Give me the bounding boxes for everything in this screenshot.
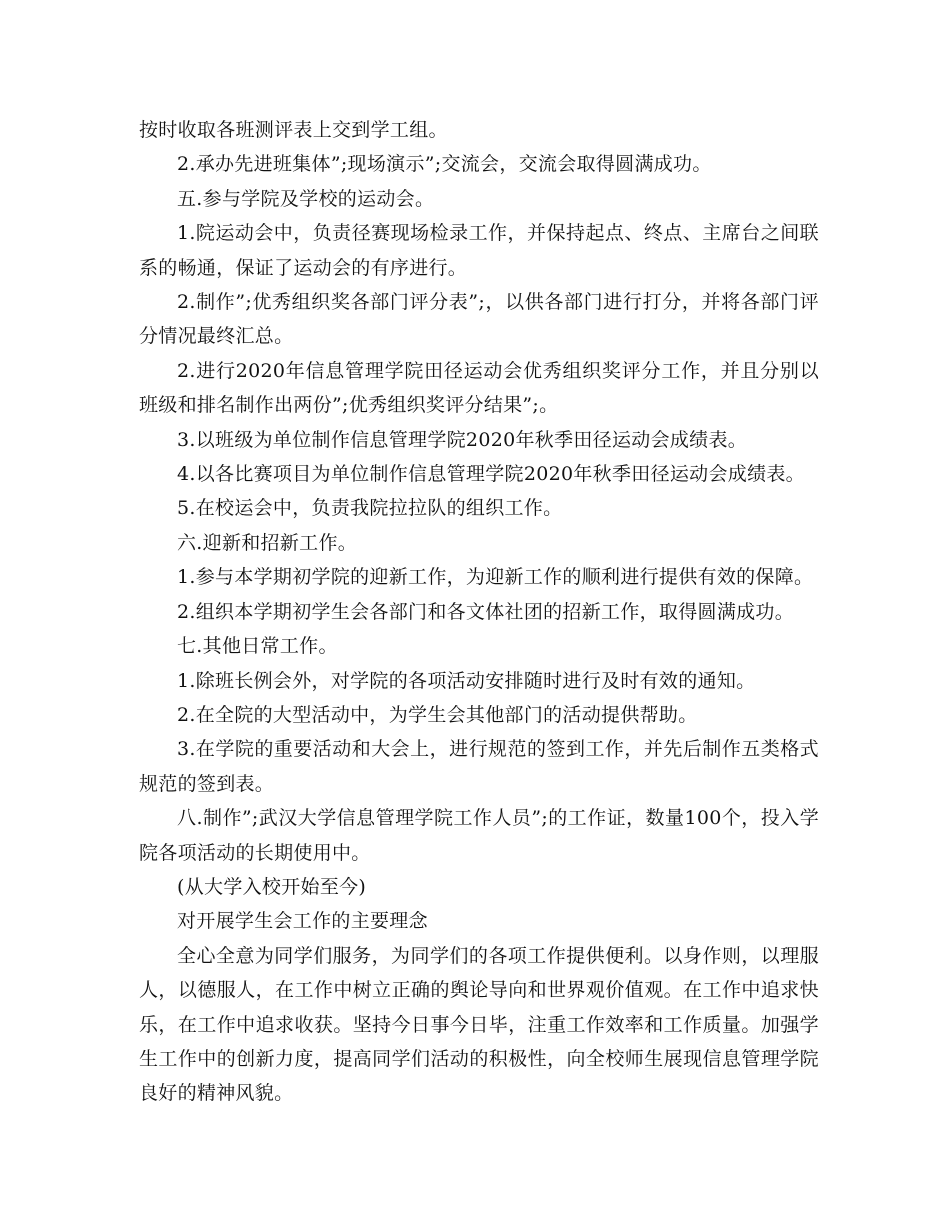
paragraph: 5.在校运会中，负责我院拉拉队的组织工作。 [177, 497, 563, 520]
section-heading: 六.迎新和招新工作。 [177, 531, 358, 554]
paragraph: 1.院运动会中，负责径赛现场检录工作，并保持起点、终点、主席台之间联系的畅通，保证了运动会的有序进行。 [139, 222, 819, 279]
paragraph: 八.制作”;武汉大学信息管理学院工作人员”;的工作证，数量100个，投入学院各项活动的长期使用中。 [139, 807, 819, 864]
paragraph: 2.在全院的大型活动中，为学生会其他部门的活动提供帮助。 [177, 703, 698, 726]
section-heading: 七.其他日常工作。 [177, 635, 338, 658]
paragraph: 3.以班级为单位制作信息管理学院2020年秋季田径运动会成绩表。 [177, 428, 748, 451]
paragraph: 全心全意为同学们服务，为同学们的各项工作提供便利。以身作则，以理服人，以德服人，在工作中树立正确的舆论导向和世界观价值观。在工作中追求快乐，在工作中追求收获。坚持今日事今日毕，注重工作效率和工作质量。加强学生工作中的创新力度，提高同学们活动的积极性，向全校师生展现信息管理学院良好的精神风貌。 [139, 944, 819, 1105]
section-heading: 对开展学生会工作的主要理念 [177, 910, 428, 933]
paragraph: 1.除班长例会外，对学院的各项活动安排随时进行及时有效的通知。 [177, 669, 756, 692]
paragraph: 按时收取各班测评表上交到学工组。 [139, 119, 448, 141]
paragraph: 1.参与本学期初学院的迎新工作，为迎新工作的顺利进行提供有效的保障。 [177, 566, 814, 589]
paragraph: 2.组织本学期初学生会各部门和各文体社团的招新工作，取得圆满成功。 [177, 600, 795, 623]
paragraph: 2.承办先进班集体”;现场演示”;交流会，交流会取得圆满成功。 [177, 153, 712, 176]
paragraph: 2.进行2020年信息管理学院田径运动会优秀组织奖评分工作，并且分别以班级和排名制作出两份”;优秀组织奖评分结果”;。 [139, 359, 819, 417]
paragraph: 2.制作”;优秀组织奖各部门评分表”;，以供各部门进行打分，并将各部门评分情况最终汇总。 [139, 291, 819, 348]
section-heading: 五.参与学院及学校的运动会。 [177, 187, 435, 210]
paragraph: (从大学入校开始至今) [177, 875, 367, 898]
paragraph: 4.以各比赛项目为单位制作信息管理学院2020年秋季田径运动会成绩表。 [177, 463, 805, 486]
document-body [139, 113, 819, 1111]
paragraph: 3.在学院的重要活动和大会上，进行规范的签到工作，并先后制作五类格式规范的签到表。 [139, 738, 819, 795]
